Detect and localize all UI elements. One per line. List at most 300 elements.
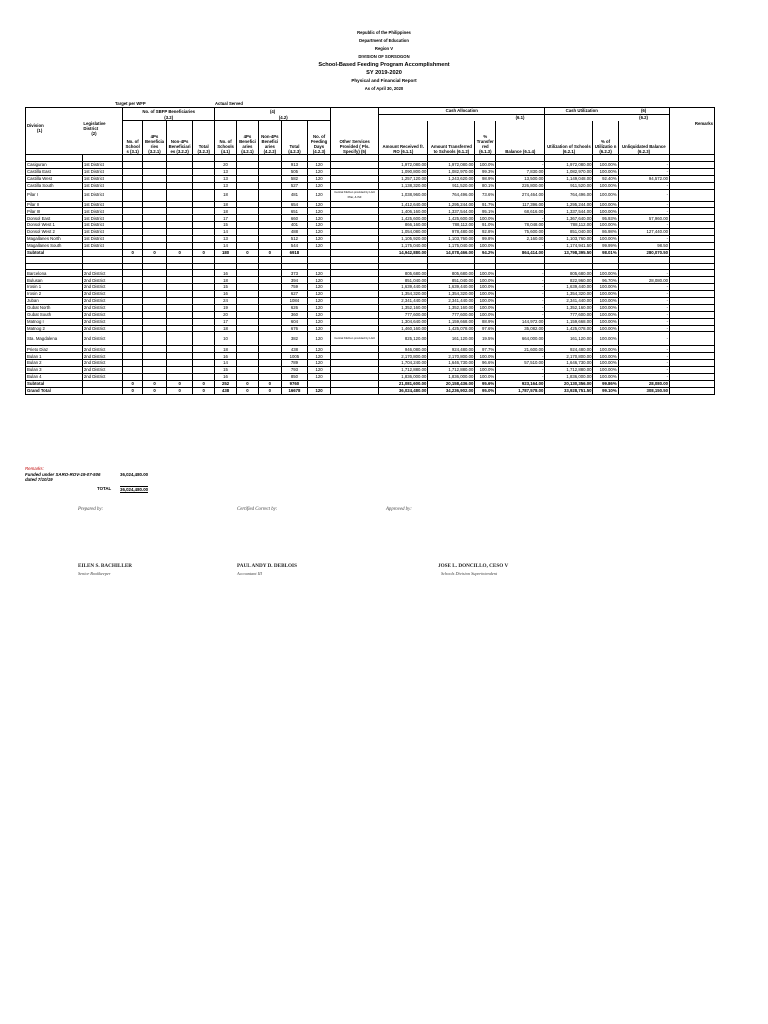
table-cell: 1,425,078.00 xyxy=(428,325,475,332)
table-cell: 764,496.00 xyxy=(545,189,593,201)
spacer-row xyxy=(26,263,715,270)
table-cell: 20 xyxy=(215,162,237,169)
table-cell: 0 xyxy=(123,249,143,256)
table-cell: 0 xyxy=(258,380,281,387)
table-cell: 1,352,160.00 xyxy=(379,304,428,311)
col-g32: (3.2) xyxy=(123,114,215,120)
table-cell: 14 xyxy=(215,242,237,249)
table-cell xyxy=(670,304,715,311)
table-cell: 100.0% xyxy=(475,374,496,381)
table-cell: 1,639,440.00 xyxy=(379,284,428,291)
table-cell: 91.7% xyxy=(475,201,496,208)
table-cell xyxy=(670,380,715,387)
table-cell: 120 xyxy=(308,311,331,318)
table-cell: 864,414.00 xyxy=(496,249,545,256)
table-cell: 18 xyxy=(215,346,237,353)
col-g4: (4) xyxy=(215,108,331,115)
table-cell xyxy=(142,367,166,374)
table-cell xyxy=(123,298,143,305)
table-cell: 120 xyxy=(308,284,331,291)
table-cell xyxy=(258,277,281,284)
table-cell xyxy=(670,201,715,208)
table-cell xyxy=(82,387,122,394)
table-cell xyxy=(258,175,281,182)
table-cell: 1,174,941.50 xyxy=(545,242,593,249)
table-cell: 161,120.00 xyxy=(428,332,475,346)
table-cell xyxy=(331,291,379,298)
table-cell: 676 xyxy=(281,325,307,332)
table-cell xyxy=(237,298,259,305)
table-cell xyxy=(670,215,715,222)
table-cell: 2,160.00 xyxy=(496,236,545,243)
signatory-3-position: Schools Division Superintendent xyxy=(441,571,498,576)
table-cell xyxy=(193,270,215,277)
table-cell: 2nd District xyxy=(82,332,122,346)
table-cell xyxy=(142,169,166,176)
table-cell xyxy=(331,229,379,236)
table-cell xyxy=(331,284,379,291)
table-cell: 382 xyxy=(281,332,307,346)
table-cell: 0 xyxy=(258,387,281,394)
table-row xyxy=(26,222,715,229)
header-department: Department of Education xyxy=(359,38,409,43)
table-cell: 100.0% xyxy=(475,242,496,249)
table-cell: 1st District xyxy=(82,242,122,249)
table-cell xyxy=(670,270,715,277)
table-cell: 582 xyxy=(281,175,307,182)
table-cell: 759 xyxy=(281,284,307,291)
table-cell: 120 xyxy=(308,162,331,169)
signatory-2-position: Accountant III xyxy=(237,571,262,576)
table-cell: 924,480.00 xyxy=(428,346,475,353)
table-cell xyxy=(123,222,143,229)
table-cell: 88.9% xyxy=(475,318,496,325)
table-row xyxy=(26,182,715,189)
table-cell: 13 xyxy=(215,182,237,189)
table-cell: 911,520.00 xyxy=(545,182,593,189)
table-cell: Sta. Magdalena xyxy=(26,332,83,346)
table-cell: 100.00% xyxy=(593,182,618,189)
table-cell: Central Kitchen provided by LGU xyxy=(331,332,379,346)
table-cell: Barcelona xyxy=(26,270,83,277)
table-cell xyxy=(670,353,715,360)
table-cell: 1,836,000.00 xyxy=(379,374,428,381)
table-cell: 96.70% xyxy=(593,277,618,284)
table-cell: 1,425,600.00 xyxy=(428,215,475,222)
table-cell: 660 xyxy=(281,215,307,222)
table-cell: 6918 xyxy=(281,249,307,256)
table-cell: 1,159,668.00 xyxy=(428,318,475,325)
table-cell: 2nd District xyxy=(82,325,122,332)
table-cell: Casiguran xyxy=(26,162,83,169)
table-cell xyxy=(670,277,715,284)
table-cell xyxy=(167,201,193,208)
remarks-funded-amount: 36,024,480.00 xyxy=(120,472,149,477)
table-cell: 100.0% xyxy=(475,353,496,360)
table-cell: - xyxy=(496,270,545,277)
table-cell: 10 xyxy=(215,332,237,346)
table-cell: - xyxy=(496,298,545,305)
table-cell xyxy=(193,215,215,222)
table-cell: 94.2% xyxy=(475,249,496,256)
table-cell xyxy=(167,277,193,284)
table-cell: 1,149,048.00 xyxy=(545,175,593,182)
table-cell: 120 xyxy=(308,169,331,176)
table-cell: Donsol West 1 xyxy=(26,222,83,229)
table-cell: Donsol West 2 xyxy=(26,229,83,236)
certified-label: Certified Correct by: xyxy=(237,507,278,512)
grand-total-row xyxy=(26,387,715,394)
target-label: Target per WFP xyxy=(115,101,146,106)
table-cell: 1,103,760.00 xyxy=(428,236,475,243)
table-cell xyxy=(167,175,193,182)
table-cell: 252 xyxy=(215,380,237,387)
table-cell: 120 xyxy=(308,346,331,353)
table-cell: - xyxy=(618,201,669,208)
col-cash-utilization: Cash Utilization xyxy=(545,108,618,115)
table-cell xyxy=(670,229,715,236)
table-cell: Bulusan xyxy=(26,277,83,284)
table-cell: 0 xyxy=(167,387,193,394)
table-row xyxy=(26,318,715,325)
table-cell: - xyxy=(496,215,545,222)
table-cell xyxy=(331,222,379,229)
table-cell xyxy=(308,249,331,256)
table-cell: 0 xyxy=(237,387,259,394)
table-cell xyxy=(123,346,143,353)
header-republic: Republic of the Philippines xyxy=(357,30,411,35)
table-cell xyxy=(123,318,143,325)
table-cell xyxy=(331,367,379,374)
table-cell: 18 xyxy=(215,277,237,284)
table-cell xyxy=(331,374,379,381)
table-cell xyxy=(331,169,379,176)
table-cell: 120 xyxy=(308,277,331,284)
table-cell xyxy=(331,236,379,243)
table-cell xyxy=(123,304,143,311)
table-cell: 120 xyxy=(308,304,331,311)
table-cell: 57,510.00 xyxy=(496,360,545,367)
table-cell: - xyxy=(618,222,669,229)
table-row xyxy=(26,229,715,236)
table-cell xyxy=(237,304,259,311)
table-cell xyxy=(193,189,215,201)
table-cell xyxy=(237,189,259,201)
table-cell xyxy=(331,242,379,249)
table-cell xyxy=(670,222,715,229)
table-cell xyxy=(670,249,715,256)
table-cell xyxy=(167,208,193,215)
col-c614: Balance (6.1.4) xyxy=(496,121,545,155)
remarks-label: Remarks: xyxy=(25,466,44,471)
table-cell: 33,928,751.50 xyxy=(545,387,593,394)
table-cell: 777,600.00 xyxy=(545,311,593,318)
table-cell: 73.6% xyxy=(475,189,496,201)
table-cell xyxy=(331,162,379,169)
remarks-total-label: TOTAL xyxy=(97,486,112,491)
table-cell: 626 xyxy=(281,304,307,311)
table-cell: 161,120.00 xyxy=(545,332,593,346)
col-cash-allocation: Cash Allocation xyxy=(379,108,545,115)
table-cell: 1,712,880.00 xyxy=(379,367,428,374)
table-row xyxy=(26,277,715,284)
table-cell: Castilla East xyxy=(26,169,83,176)
table-cell xyxy=(670,175,715,182)
table-cell: 654 xyxy=(281,201,307,208)
table-cell xyxy=(142,277,166,284)
table-cell: 1,972,080.00 xyxy=(379,162,428,169)
table-cell: 1,352,160.00 xyxy=(545,304,593,311)
table-cell: - xyxy=(618,284,669,291)
table-cell: 96.6% xyxy=(475,360,496,367)
signatory-1-name: EILEN S. BACHILLER xyxy=(78,563,133,569)
table-cell: 0 xyxy=(123,380,143,387)
table-cell: - xyxy=(618,182,669,189)
table-cell xyxy=(123,332,143,346)
table-cell xyxy=(123,291,143,298)
table-cell: 2nd District xyxy=(82,270,122,277)
table-cell xyxy=(331,380,379,387)
table-cell: 13 xyxy=(215,236,237,243)
table-cell: 144,972.00 xyxy=(496,318,545,325)
table-cell: - xyxy=(618,162,669,169)
table-cell: Pilar I xyxy=(26,189,83,201)
table-cell xyxy=(167,374,193,381)
table-cell: 1,406,160.00 xyxy=(379,208,428,215)
table-cell xyxy=(331,201,379,208)
table-cell xyxy=(193,277,215,284)
table-cell: - xyxy=(496,304,545,311)
table-cell: Magallanes South xyxy=(26,242,83,249)
table-cell: 805,680.00 xyxy=(428,270,475,277)
table-cell: 78,048.00 xyxy=(496,222,545,229)
table-cell xyxy=(258,270,281,277)
table-cell: 664,000.00 xyxy=(496,332,545,346)
table-cell: 1,836,000.00 xyxy=(545,374,593,381)
table-cell: - xyxy=(618,318,669,325)
table-cell xyxy=(142,353,166,360)
table-cell: 851,040.00 xyxy=(545,229,593,236)
table-cell xyxy=(82,249,122,256)
table-row xyxy=(26,367,715,374)
table-cell: 438 xyxy=(281,346,307,353)
table-cell xyxy=(237,229,259,236)
table-cell: 1005 xyxy=(281,353,307,360)
table-cell xyxy=(142,175,166,182)
table-cell: 1,646,730.00 xyxy=(428,360,475,367)
table-cell xyxy=(142,346,166,353)
table-cell: 1,090,800.00 xyxy=(379,169,428,176)
table-cell xyxy=(142,182,166,189)
table-cell: - xyxy=(618,270,669,277)
table-cell xyxy=(331,353,379,360)
table-cell: 14,942,880.00 xyxy=(379,249,428,256)
table-cell: 394 xyxy=(281,277,307,284)
table-cell: - xyxy=(618,208,669,215)
table-cell: 120 xyxy=(308,325,331,332)
table-cell xyxy=(237,182,259,189)
table-cell: 1st District xyxy=(82,201,122,208)
table-cell: 120 xyxy=(308,318,331,325)
table-cell xyxy=(142,222,166,229)
table-cell: - xyxy=(496,367,545,374)
table-cell: - xyxy=(496,353,545,360)
table-cell xyxy=(258,332,281,346)
table-cell: 1,354,320.00 xyxy=(379,291,428,298)
table-cell: 651 xyxy=(281,208,307,215)
table-cell: - xyxy=(618,304,669,311)
table-cell: 100.00% xyxy=(593,374,618,381)
table-cell: 1st District xyxy=(82,162,122,169)
table-cell: 100.00% xyxy=(593,318,618,325)
table-cell: 1,082,970.00 xyxy=(428,169,475,176)
table-cell: 805,680.00 xyxy=(545,270,593,277)
table-cell: 512 xyxy=(281,236,307,243)
table-cell: Pilar III xyxy=(26,208,83,215)
table-cell xyxy=(670,169,715,176)
table-cell: 923,164.00 xyxy=(496,380,545,387)
report-header xyxy=(0,29,768,93)
table-cell: 2nd District xyxy=(82,318,122,325)
approved-label: Approved by: xyxy=(386,507,412,512)
table-cell: 777,600.00 xyxy=(428,311,475,318)
table-cell xyxy=(167,169,193,176)
table-cell: 1st District xyxy=(82,182,122,189)
col-c322: Non-4Ps Beneficiari es (3.2.2) xyxy=(167,121,193,155)
table-cell: 34,236,902.00 xyxy=(428,387,475,394)
col-c623: Unliquidated Balance (6.2.3) xyxy=(618,121,669,155)
table-cell: 0 xyxy=(193,380,215,387)
table-cell: 1,103,760.00 xyxy=(545,236,593,243)
col-g42: (4.2) xyxy=(237,114,331,120)
table-cell: Subtotal xyxy=(26,249,83,256)
table-cell: 18 xyxy=(215,201,237,208)
table-cell xyxy=(142,162,166,169)
table-cell xyxy=(123,270,143,277)
table-cell xyxy=(193,222,215,229)
report-table xyxy=(25,107,715,395)
table-cell: 777,600.00 xyxy=(379,311,428,318)
table-cell: 16 xyxy=(215,374,237,381)
table-cell xyxy=(167,346,193,353)
col-c611: Amount Received fr. RO (6.1.1) xyxy=(379,121,428,155)
header-asof: As of April 30, 2020 xyxy=(364,86,404,91)
table-cell: Castilla West xyxy=(26,175,83,182)
table-cell xyxy=(237,325,259,332)
table-cell xyxy=(142,236,166,243)
table-row xyxy=(26,298,715,305)
table-cell: 1,337,544.00 xyxy=(545,208,593,215)
table-cell xyxy=(670,291,715,298)
table-cell: 120 xyxy=(308,189,331,201)
table-cell: 7,830.00 xyxy=(496,169,545,176)
col-c5: Other Services Provided ( Pls. Specify) (5) xyxy=(331,121,379,155)
table-cell xyxy=(670,208,715,215)
table-cell xyxy=(237,201,259,208)
table-cell xyxy=(123,360,143,367)
col-c43: No. of Feeding Days (4.2.3) xyxy=(308,121,331,155)
table-cell: - xyxy=(496,242,545,249)
table-cell: 1st District xyxy=(82,222,122,229)
col-c613: % Transfer red (6.1.3) xyxy=(475,121,496,155)
table-cell xyxy=(142,284,166,291)
table-cell: 95.93% xyxy=(593,215,618,222)
table-cell xyxy=(193,175,215,182)
table-cell xyxy=(123,325,143,332)
table-cell: - xyxy=(618,367,669,374)
remarks-total-amount: 36,024,480.00 xyxy=(120,487,149,492)
table-cell xyxy=(258,360,281,367)
table-cell: 92.40% xyxy=(593,175,618,182)
table-cell xyxy=(193,182,215,189)
table-cell: 793 xyxy=(281,367,307,374)
table-cell: 68,616.00 xyxy=(496,208,545,215)
table-cell: 1,105,920.00 xyxy=(379,236,428,243)
table-cell xyxy=(142,291,166,298)
table-cell xyxy=(258,162,281,169)
table-cell xyxy=(123,229,143,236)
table-cell: 100.00% xyxy=(593,346,618,353)
table-cell: 0 xyxy=(167,380,193,387)
table-cell: 100.00% xyxy=(593,222,618,229)
col-g6: (6) xyxy=(618,108,669,115)
table-cell xyxy=(123,277,143,284)
table-cell: Grand Total xyxy=(26,387,83,394)
table-cell xyxy=(670,318,715,325)
table-cell: 1,639,440.00 xyxy=(428,284,475,291)
table-cell: 99.99% xyxy=(593,242,618,249)
table-cell: 97.6% xyxy=(475,325,496,332)
table-cell: 1st District xyxy=(82,229,122,236)
spacer-row xyxy=(26,256,715,263)
table-cell: 100.0% xyxy=(475,291,496,298)
table-cell: Matnog I xyxy=(26,318,83,325)
table-cell xyxy=(167,284,193,291)
table-cell: 226,800.00 xyxy=(496,182,545,189)
table-cell: - xyxy=(618,360,669,367)
table-cell: 481 xyxy=(281,189,307,201)
table-cell: 16 xyxy=(215,270,237,277)
table-cell: Pilar II xyxy=(26,201,83,208)
table-cell xyxy=(670,332,715,346)
table-cell: 14 xyxy=(215,360,237,367)
table-cell xyxy=(331,346,379,353)
table-cell xyxy=(167,367,193,374)
table-cell: 99.10% xyxy=(593,387,618,394)
table-cell: 1,337,544.00 xyxy=(428,208,475,215)
col-c31: No. of School s (3.1) xyxy=(123,121,143,155)
table-cell xyxy=(237,360,259,367)
col-division-no: (1) xyxy=(37,127,43,133)
table-cell xyxy=(142,229,166,236)
table-cell: 0 xyxy=(193,249,215,256)
table-cell xyxy=(142,270,166,277)
table-cell xyxy=(670,284,715,291)
table-cell xyxy=(237,332,259,346)
table-cell xyxy=(308,380,331,387)
table-cell xyxy=(237,242,259,249)
table-row xyxy=(26,242,715,249)
table-cell xyxy=(258,325,281,332)
table-row xyxy=(26,189,715,201)
table-row xyxy=(26,374,715,381)
table-cell xyxy=(237,291,259,298)
table-row xyxy=(26,284,715,291)
table-cell xyxy=(237,374,259,381)
table-cell: 36,024,480.00 xyxy=(379,387,428,394)
table-cell: 1,243,620.00 xyxy=(428,175,475,182)
table-cell xyxy=(193,236,215,243)
